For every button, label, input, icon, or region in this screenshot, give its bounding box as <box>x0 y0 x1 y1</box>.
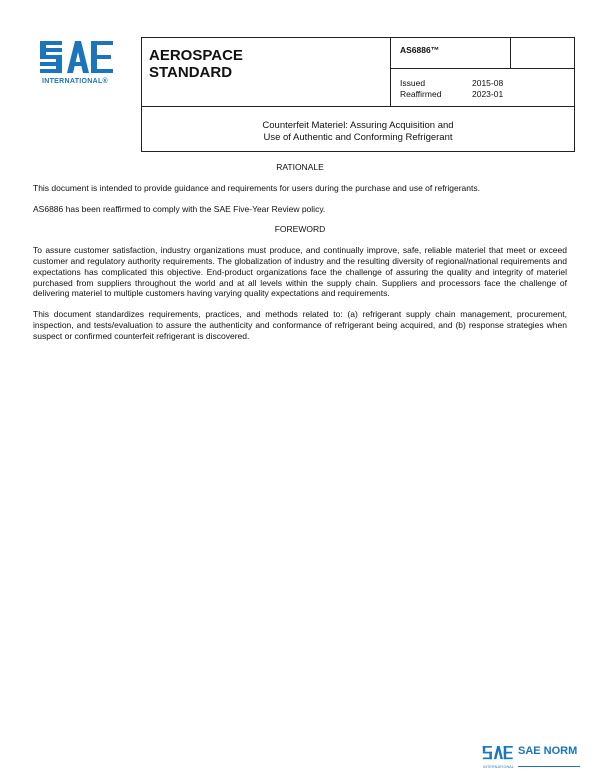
issued-label: Issued <box>400 78 426 88</box>
sae-logo <box>38 38 128 85</box>
foreword-paragraph-2: This document standardizes requirements, practices, and methods related to: (a) refrigerant supply chain management, procurement, inspection, and tests/evaluation to assure the authenticity and conformance of refrigerant being acquired, and (b) response strategies when suspect or confirmed counterfeit refrigerant is discovered. <box>33 309 567 341</box>
foreword-paragraph-1: To assure customer satisfaction, industry organizations must produce, and continually improve, safe, reliable materiel that meet or exceed customer and regulatory authority requirements. The globalization of industry and the resulting diversity of regional/national requirements and expectations has complicated this objective. End-product organizations face the challenge of assuring the quality and integrity of materiel purchased from suppliers throughout the world and at all levels within the supply chain. Suppliers and processors face the challenge of delivering materiel to multiple customers having varying quality expectations and requirements. <box>33 245 567 299</box>
reaffirmed-row <box>400 89 574 100</box>
document-body <box>33 162 567 352</box>
rationale-heading: RATIONALE <box>276 162 324 172</box>
title-line1: Counterfeit Materiel: Assuring Acquisition and <box>262 120 454 131</box>
issued-row <box>400 78 574 89</box>
sae-norm-mark-icon <box>482 742 514 764</box>
rationale-paragraph-2: AS6886 has been reaffirmed to comply with the SAE Five-Year Review policy. <box>33 203 326 214</box>
title-line2: Use of Authentic and Conforming Refrigerant <box>263 132 453 143</box>
document-type <box>142 38 391 106</box>
sae-norm-subtitle: INTERNATIONAL <box>483 765 515 769</box>
rationale-paragraph-1: This document is intended to provide guidance and requirements for users during the purchase and use of refrigerants. <box>33 182 480 193</box>
reaffirmed-value: 2023-01 <box>472 89 504 99</box>
sae-norm-rule <box>518 766 580 767</box>
logo-subtitle: INTERNATIONAL® <box>42 78 109 85</box>
reaffirmed-label: Reaffirmed <box>400 89 442 99</box>
document-number: AS6886™ <box>391 38 511 69</box>
document-header <box>141 37 575 152</box>
issued-value: 2015-08 <box>472 78 504 88</box>
document-type-line1: AEROSPACE <box>149 47 243 64</box>
sae-norm-footer-logo <box>482 742 592 772</box>
document-title <box>142 106 574 151</box>
foreword-heading: FOREWORD <box>274 224 326 235</box>
header-blank-cell <box>511 38 574 69</box>
sae-logo-mark-icon <box>38 38 116 78</box>
document-type-line2: STANDARD <box>149 64 233 81</box>
document-dates <box>391 69 574 106</box>
sae-norm-brand: SAE NORM <box>518 745 578 757</box>
